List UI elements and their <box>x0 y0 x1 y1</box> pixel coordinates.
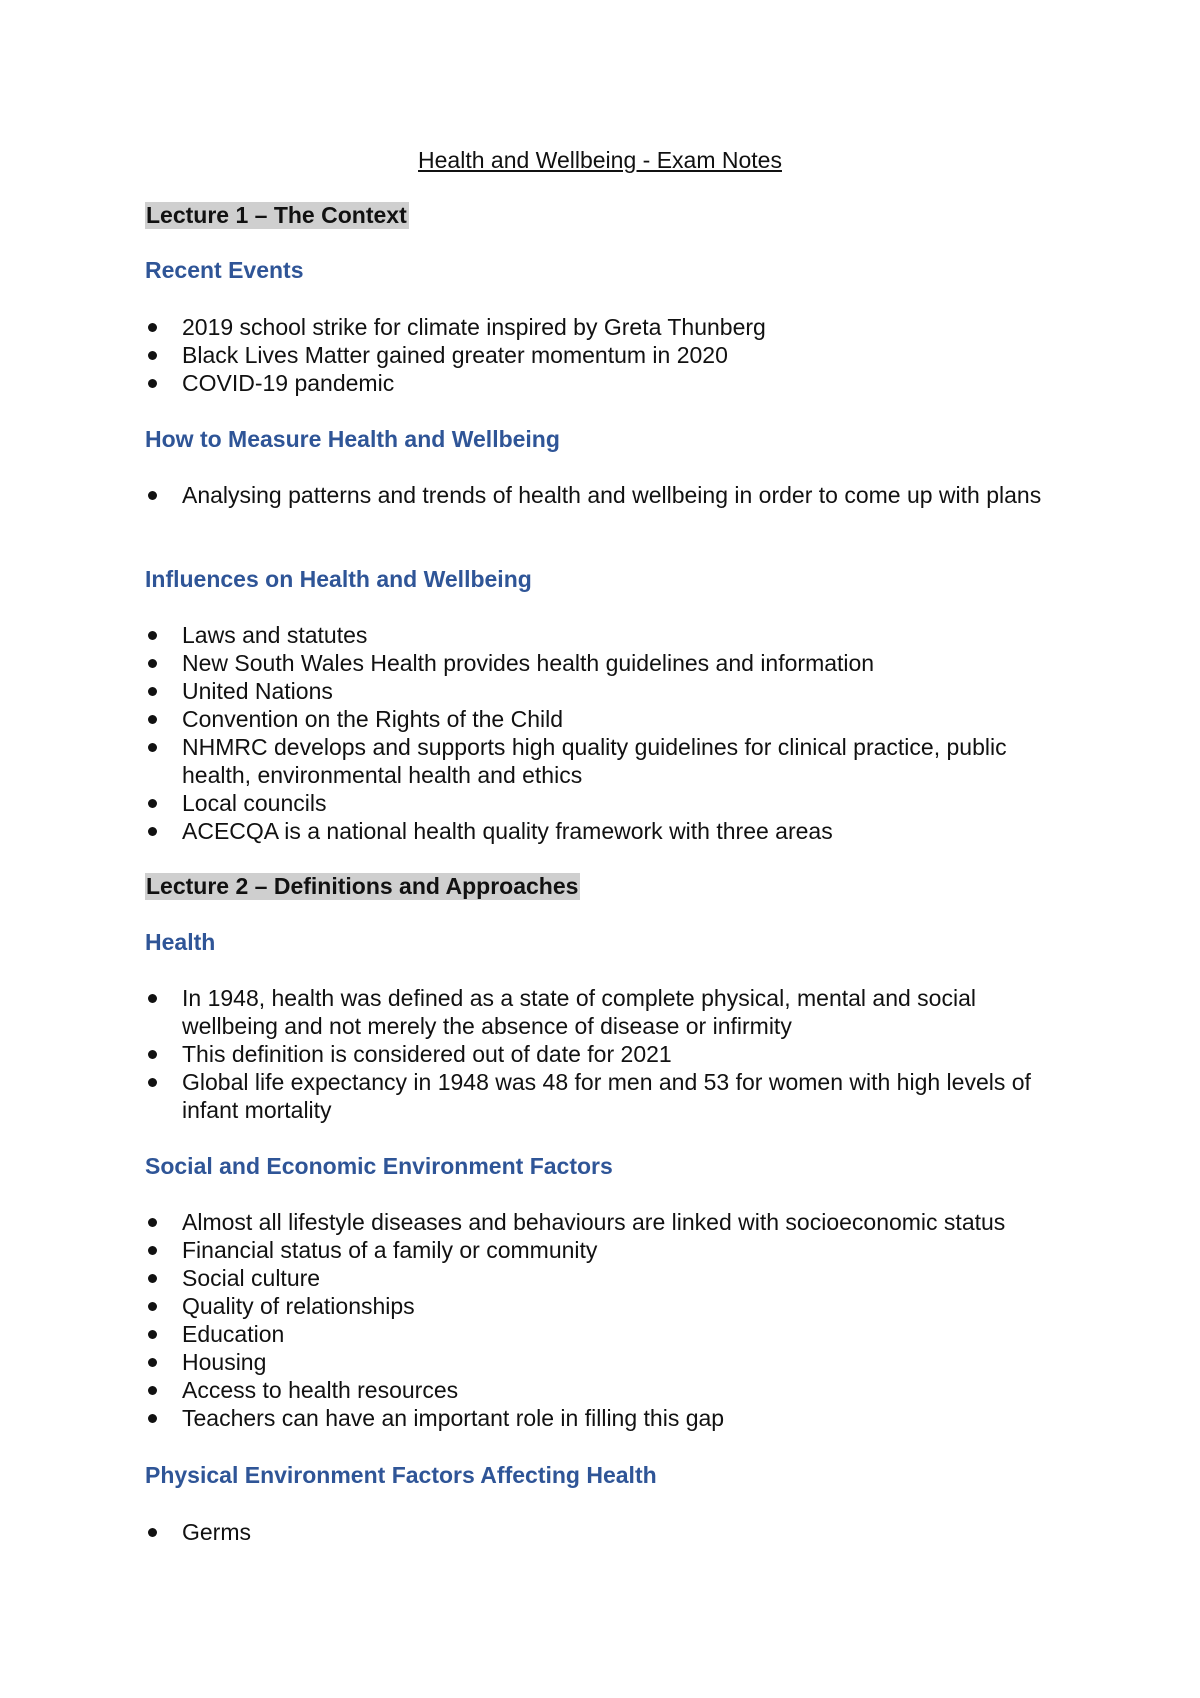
list-item: Laws and statutes <box>0 621 1200 649</box>
heading-social-economic: Social and Economic Environment Factors <box>145 1153 613 1179</box>
bullet-icon <box>148 631 157 640</box>
list-item: Quality of relationships <box>0 1292 1200 1320</box>
lecture-2-title <box>145 871 580 901</box>
list-item: Global life expectancy in 1948 was 48 for men and 53 for women with high levels of infant mortality <box>0 1068 1200 1124</box>
heading-recent-events: Recent Events <box>145 257 304 283</box>
bullet-icon <box>148 1050 157 1059</box>
heading-influences: Influences on Health and Wellbeing <box>145 566 532 592</box>
list-item: Financial status of a family or community <box>0 1236 1200 1264</box>
bullet-icon <box>148 323 157 332</box>
list-item: Convention on the Rights of the Child <box>0 705 1200 733</box>
list-item: Education <box>0 1320 1200 1348</box>
bullet-icon <box>148 1358 157 1367</box>
list-social-economic <box>0 1208 1200 1432</box>
bullet-icon <box>148 1246 157 1255</box>
list-physical-environment <box>0 1518 1200 1546</box>
list-item: NHMRC develops and supports high quality guidelines for clinical practice, public health, environmental health and ethics <box>0 733 1200 789</box>
bullet-icon <box>148 1414 157 1423</box>
list-item: This definition is considered out of date for 2021 <box>0 1040 1200 1068</box>
list-influences <box>0 621 1200 845</box>
list-health <box>0 984 1200 1124</box>
heading-health: Health <box>145 929 216 955</box>
bullet-icon <box>148 1274 157 1283</box>
bullet-icon <box>148 351 157 360</box>
bullet-icon <box>148 491 157 500</box>
bullet-icon <box>148 799 157 808</box>
bullet-icon <box>148 659 157 668</box>
bullet-icon <box>148 1386 157 1395</box>
list-item: Analysing patterns and trends of health and wellbeing in order to come up with plans <box>0 481 1200 509</box>
list-item: 2019 school strike for climate inspired by Greta Thunberg <box>0 313 1200 341</box>
bullet-icon <box>148 994 157 1003</box>
list-item: Black Lives Matter gained greater momentum in 2020 <box>0 341 1200 369</box>
bullet-icon <box>148 1330 157 1339</box>
list-item: Housing <box>0 1348 1200 1376</box>
bullet-icon <box>148 827 157 836</box>
list-measure <box>0 481 1200 509</box>
list-item: Local councils <box>0 789 1200 817</box>
list-item: Germs <box>0 1518 1200 1546</box>
list-item: New South Wales Health provides health guidelines and information <box>0 649 1200 677</box>
list-item: ACECQA is a national health quality framework with three areas <box>0 817 1200 845</box>
lecture-2-title-text: Lecture 2 – Definitions and Approaches <box>146 873 579 899</box>
list-item: United Nations <box>0 677 1200 705</box>
list-item: Social culture <box>0 1264 1200 1292</box>
heading-measure: How to Measure Health and Wellbeing <box>145 426 560 452</box>
bullet-icon <box>148 743 157 752</box>
bullet-icon <box>148 1218 157 1227</box>
list-recent-events <box>0 313 1200 397</box>
list-item: Almost all lifestyle diseases and behaviours are linked with socioeconomic status <box>0 1208 1200 1236</box>
list-item: Access to health resources <box>0 1376 1200 1404</box>
bullet-icon <box>148 715 157 724</box>
bullet-icon <box>148 1078 157 1087</box>
bullet-icon <box>148 687 157 696</box>
list-item: COVID-19 pandemic <box>0 369 1200 397</box>
list-item: Teachers can have an important role in filling this gap <box>0 1404 1200 1432</box>
bullet-icon <box>148 1528 157 1537</box>
bullet-icon <box>148 1302 157 1311</box>
lecture-1-title-text: Lecture 1 – The Context <box>146 202 407 228</box>
document-title: Health and Wellbeing - Exam Notes <box>418 147 782 173</box>
bullet-icon <box>148 379 157 388</box>
list-item: In 1948, health was defined as a state of complete physical, mental and social wellbeing and not merely the absence of disease or infirmity <box>0 984 1200 1040</box>
heading-physical-environment: Physical Environment Factors Affecting Health <box>145 1462 657 1488</box>
lecture-1-title <box>145 200 409 230</box>
